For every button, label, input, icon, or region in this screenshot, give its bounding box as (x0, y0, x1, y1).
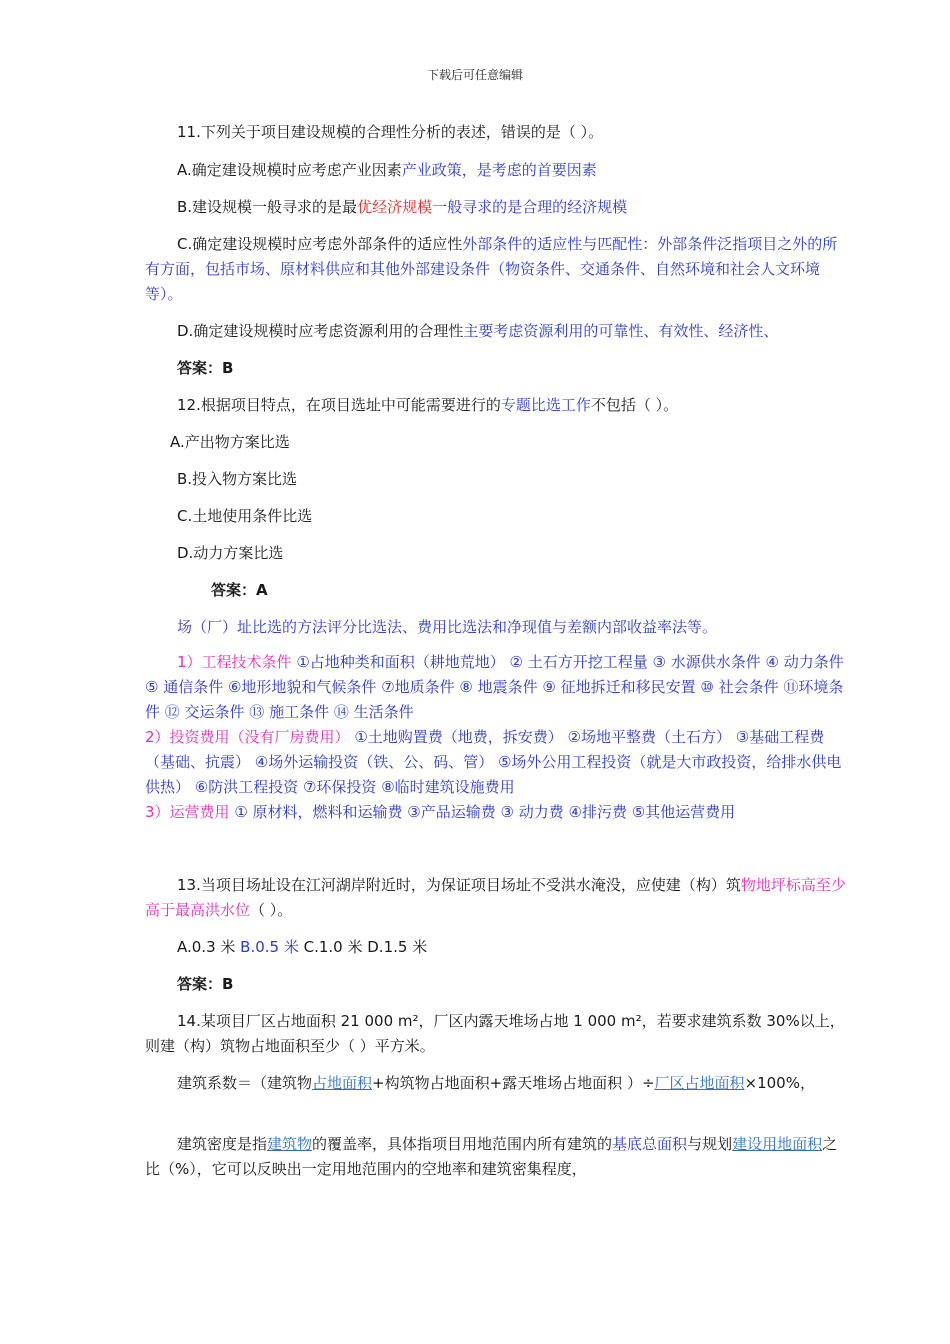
q12-site-notes (145, 650, 849, 825)
q12-method-note: 场（厂）址比选的方法评分比选法、费用比选法和净现值与差额内部收益率法等。 (177, 618, 718, 636)
link-building[interactable]: 建筑物 (267, 1135, 313, 1153)
q12-stem: 12.根据项目特点，在项目选址中可能需要进行的专题比选工作不包括（ ）。 (177, 396, 679, 414)
link-plant-area[interactable]: 厂区占地面积 (654, 1074, 745, 1092)
q14-stem: 14.某项目厂区占地面积 21 000 m²，厂区内露天堆场占地 1 000 m²，若要求建筑系数 30%以上，则建（构）筑物占地面积至少（ ）平方米。 (145, 1012, 845, 1055)
q11-stem: 11.下列关于项目建设规模的合理性分析的表述，错误的是（ ）。 (177, 123, 604, 141)
q12-option-a: A.产出物方案比选 (170, 433, 290, 451)
q14-formula: 建筑系数＝（建筑物占地面积+构筑物占地面积+露天堆场占地面积 ）÷厂区占地面积×100%， (177, 1074, 815, 1092)
q12-note-3-head: 3）运营费用 (145, 803, 230, 821)
q11-a-note: 产业政策，是考虑的首要因素 (401, 161, 597, 179)
q11-answer: 答案：B (177, 359, 234, 377)
q13-stem-highlight: 物地坪标高至少高于最高洪水位 (145, 876, 846, 919)
q13-answer: 答案：B (177, 975, 234, 993)
q11-b-highlight: 优经济规模 (357, 198, 433, 216)
q13-stem: 13.当项目场址设在江河湖岸附近时，为保证项目场址不受洪水淹没，应使建（构）筑物地坪标高至少高于最高洪水位（ ）。 (145, 876, 846, 919)
q12-answer: 答案：A (211, 581, 268, 599)
q11-option-b: B.建设规模一般寻求的是最优经济规模一般寻求的是合理的经济规模 (177, 198, 628, 216)
link-construction-land[interactable]: 建设用地面积 (732, 1135, 823, 1153)
q11-option-c: C.确定建设规模时应考虑外部条件的适应性外部条件的适应性与匹配性：外部条件泛指项目之外的所有方面，包括市场、原材料供应和其他外部建设条件（物资条件、交通条件、自然环境和社会人文环境等）。 (145, 235, 838, 303)
q12-option-b: B.投入物方案比选 (177, 470, 298, 488)
q11-c-note: 外部条件的适应性与匹配性：外部条件泛指项目之外的所有方面，包括市场、原材料供应和其他外部建设条件（物资条件、交通条件、自然环境和社会人文环境等）。 (145, 235, 838, 303)
q12-note-2: 2）投资费用（没有厂房费用） ①土地购置费（地费，拆安费） ②场地平整费（土石方） ③基础工程费（基础、抗震） ④场外运输投资（铁、公、码、管） ⑤场外公用工程投资（就是大市政投资，给排水供电供热） ⑥防洪工程投资 ⑦环保投资 ⑧临时建筑设施费用 (145, 728, 842, 796)
q12-note-3: 3）运营费用 ① 原材料，燃料和运输费 ③产品运输费 ③ 动力费 ④排污费 ⑤其他运营费用 (145, 803, 736, 821)
q11-b-note: 一般寻求的是合理的经济规模 (432, 198, 628, 216)
q11-option-a: A.确定建设规模时应考虑产业因素产业政策，是考虑的首要因素 (177, 161, 597, 179)
q13-option-b-highlight: B.0.5 米 (240, 938, 299, 956)
q13-options: A.0.3 米 B.0.5 米 C.1.0 米 D.1.5 米 (177, 938, 428, 956)
q12-note-1-head: 1）工程技术条件 (177, 653, 292, 671)
q12-note-1: 1）工程技术条件 ①占地种类和面积（耕地荒地） ② 土石方开挖工程量 ③ 水源供水条件 ④ 动力条件 ⑤ 通信条件 ⑥地形地貌和气候条件 ⑦地质条件 ⑧ 地震条件 ⑨ 征地拆迁和移民安置 ⑩ 社会条件 ⑪环境条件 ⑫ 交运条件 ⑬ 施工条件 ⑭ 生活条件 (145, 653, 844, 721)
link-land-area[interactable]: 占地面积 (312, 1074, 373, 1092)
q12-note-2-head: 2）投资费用（没有厂房费用） (145, 728, 350, 746)
q11-option-d: D.确定建设规模时应考虑资源利用的合理性主要考虑资源利用的可靠性、有效性、经济性、 (177, 322, 779, 340)
q11-d-note: 主要考虑资源利用的可靠性、有效性、经济性、 (463, 322, 779, 340)
q14-density-note: 建筑密度是指建筑物的覆盖率，具体指项目用地范围内所有建筑的基底总面积与规划建设用地面积之比（%），它可以反映出一定用地范围内的空地率和建筑密集程度， (145, 1135, 838, 1178)
q12-option-d: D.动力方案比选 (177, 544, 284, 562)
page-header: 下载后可任意编辑 (426, 68, 523, 82)
q14-base-area-highlight: 基底总面积 (612, 1135, 688, 1153)
q12-stem-highlight: 专题比选工作 (500, 396, 591, 414)
q12-option-c: C.土地使用条件比选 (177, 507, 313, 525)
